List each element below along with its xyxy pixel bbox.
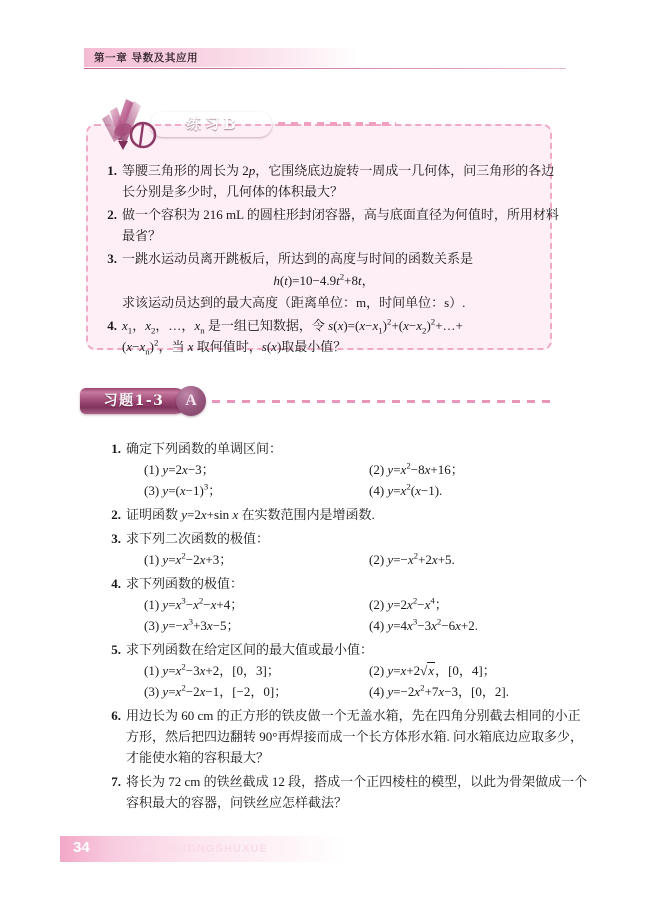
item-number: 4. xyxy=(111,576,121,591)
list-item xyxy=(102,315,544,357)
sub-item-grid xyxy=(126,660,558,702)
sub-item: (4) $y=x^2(x-1)$. xyxy=(369,481,443,498)
item-stem: 求下列二次函数的极值： xyxy=(126,531,270,546)
item-body xyxy=(122,204,559,246)
sub-item: (4) $y=4x^3-3x^2-6x+2$. xyxy=(369,616,479,633)
item-line: $x_1$，$x_2$，…，$x_n$ 是一组已知数据，令 $s(x)=(x-x_1)^2+(x-x_2)^2+\dots+$ xyxy=(122,316,463,336)
list-item xyxy=(106,705,583,768)
item-number: 2. xyxy=(111,507,121,522)
item-line: 用边长为 60 cm 的正方形的铁皮做一个无盖水箱，先在四角分别截去相同的小正 xyxy=(126,708,581,723)
item-body xyxy=(126,639,558,702)
list-item xyxy=(106,528,558,570)
item-line: 求该运动员达到的最大高度（距离单位：m，时间单位：s）. xyxy=(122,295,466,310)
list-item xyxy=(106,438,558,501)
list-item xyxy=(106,504,558,525)
sub-item: (2) y=x+2√x，[0，4]； xyxy=(369,663,496,678)
sub-item: (1) $y=x^2-2x+3$； xyxy=(144,550,233,567)
item-line: 一跳水运动员离开跳板后，所达到的高度与时间的函数关系是 xyxy=(122,251,474,266)
running-head xyxy=(84,48,564,67)
item-stem: 求下列函数在给定区间的最大值或最小值： xyxy=(126,642,374,657)
sub-item: (3) $y=-x^3+3x-5$； xyxy=(144,616,240,633)
sub-item: (2) $y=x^2-8x+16$； xyxy=(369,460,464,477)
sub-item: (2) $y=-x^2+2x+5$. xyxy=(369,550,455,567)
item-body xyxy=(126,705,583,768)
item-line: 方形，然后把四边翻转 90°再焊接而成一个长方体形水箱. 问水箱底边应取多少， xyxy=(126,729,583,744)
item-number: 6. xyxy=(111,708,121,723)
item-stem: 证明函数 y=2x+sin x 在实数范围内是增函数. xyxy=(126,507,375,522)
sub-item: (3) $y=(x-1)^3$； xyxy=(144,481,222,498)
exercise-level-label: A xyxy=(185,392,197,409)
chapter-label: 第一章 导数及其应用 xyxy=(94,52,199,64)
sub-item: (2) $y=2x^2-x^4$； xyxy=(369,595,448,612)
item-stem: 求下列函数的极值： xyxy=(126,576,244,591)
item-body xyxy=(126,504,558,525)
sub-item: (1) $y=x^2-3x+2$，[0，3]； xyxy=(144,661,280,678)
item-body xyxy=(122,248,544,313)
item-stem: 确定下列函数的单调区间： xyxy=(126,441,283,456)
item-body xyxy=(122,160,554,202)
item-body xyxy=(126,528,558,570)
sub-item: (3) $y=x^2-2x-1$，[−2，0]； xyxy=(144,682,288,699)
header-rule xyxy=(84,68,566,69)
page-number: 34 xyxy=(73,839,90,856)
sub-item: (1) y=2x−3； xyxy=(144,462,215,477)
item-line: 等腰三角形的周长为 2p，它围绕底边旋转一周成一几何体，问三角形的各边 xyxy=(122,163,555,178)
exercise-dashed-rule xyxy=(212,400,552,403)
sub-item-grid xyxy=(126,459,558,501)
footer-watermark: GAOZHONGSHUXUE xyxy=(142,843,269,855)
practice-b-banner xyxy=(96,97,396,139)
item-line: 最省？ xyxy=(122,228,162,243)
practice-b-title: 练习B xyxy=(186,116,240,133)
item-number: 2. xyxy=(107,207,117,222)
pen-cluster-icon xyxy=(96,97,168,152)
sub-item-grid xyxy=(126,594,558,636)
item-body xyxy=(122,315,544,357)
practice-b-item-list xyxy=(102,160,559,359)
exercise-title: 习题1-3 xyxy=(103,393,165,409)
sub-item: (1) $y=x^3-x^2-x+4$； xyxy=(144,595,244,612)
item-body xyxy=(126,771,587,813)
item-line: 将长为 72 cm 的铁丝截成 12 段，搭成一个正四棱柱的模型，以此为骨架做成一个 xyxy=(126,774,588,789)
list-item xyxy=(106,639,558,702)
item-number: 1. xyxy=(111,441,121,456)
item-formula: $h(t)=10-4.9t^2+8t$， xyxy=(273,271,375,288)
list-item xyxy=(102,160,555,202)
exercise-item-list xyxy=(106,438,588,816)
practice-b-pill xyxy=(150,112,272,137)
item-number: 5. xyxy=(111,642,121,657)
exercise-section-header xyxy=(80,386,552,416)
item-line: 做一个容积为 216 mL 的圆柱形封闭容器，高与底面直径为何值时，所用材料 xyxy=(122,207,559,222)
item-number: 3. xyxy=(111,531,121,546)
list-item xyxy=(106,771,588,813)
list-item xyxy=(102,248,544,313)
page-footer xyxy=(60,836,360,862)
item-number: 7. xyxy=(111,774,121,789)
item-line: 长分别是多少时，几何体的体积最大？ xyxy=(122,184,344,199)
item-line: 才能使水箱的容积最大？ xyxy=(126,750,270,765)
sub-item: (4) $y=-2x^2+7x-3$，[0，2]. xyxy=(369,682,509,699)
item-number: 1. xyxy=(107,163,117,178)
item-line: 容积最大的容器，问铁丝应怎样截法？ xyxy=(126,795,348,810)
exercise-level-badge xyxy=(176,386,206,416)
list-item xyxy=(102,204,559,246)
item-number: 3. xyxy=(107,251,117,266)
item-line: $(x-x_n)^2$，当 x 取何值时，s(x)取最小值？ xyxy=(122,337,347,357)
sub-item-grid xyxy=(126,549,558,570)
banner-dashed-rule xyxy=(278,122,396,126)
exercise-title-pill xyxy=(80,388,188,414)
item-body xyxy=(126,573,558,636)
item-number: 4. xyxy=(107,318,117,333)
list-item xyxy=(106,573,558,636)
item-body xyxy=(126,438,558,501)
